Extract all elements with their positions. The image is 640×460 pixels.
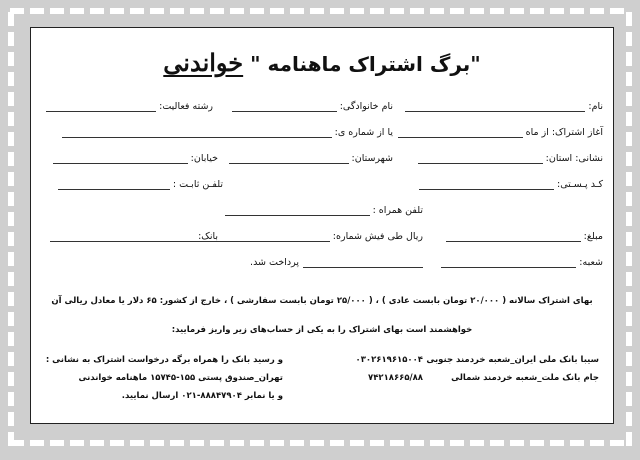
- address-row: [41, 153, 603, 169]
- job-line[interactable]: [46, 101, 156, 112]
- last-name-field[interactable]: [232, 101, 393, 112]
- street-label: خیابان:: [190, 153, 218, 164]
- account-1-number: ۰۳۰۲۶۱۹۶۱۵۰۰۴: [355, 355, 423, 365]
- street-line[interactable]: [53, 153, 188, 164]
- branch-row: [41, 257, 603, 273]
- bank-field[interactable]: [50, 231, 218, 242]
- start-month-line[interactable]: [398, 127, 523, 138]
- price-info: بهای اشتراک سالانه ( ۲۰/۰۰۰ تومان بابست عادی ) ، ( ۲۵/۰۰۰ تومان بابست سفارشی ) ، خارج از کشور: ۶۵ دلار یا معادل ریالی آن: [51, 296, 593, 306]
- job-field[interactable]: [46, 101, 213, 112]
- first-name-label: نام:: [588, 101, 603, 112]
- bottom-dashed-border: [10, 440, 630, 446]
- amount-line[interactable]: [446, 231, 581, 242]
- form-title: [31, 48, 613, 77]
- start-month-label: آغاز اشتراک: از ماه: [525, 127, 603, 138]
- account-2-name: جام بانک ملت_شعبه خردمند شمالی: [451, 373, 599, 383]
- account-2-number: ۷۴۲۱۸۶۶۵/۸۸: [368, 373, 423, 383]
- mobile-field[interactable]: [225, 205, 423, 216]
- send-instruction: و رسید بانک را همراه برگه درخواست اشتراک به نشانی :: [45, 355, 283, 365]
- fax-number: و یا نمابر ۸۸۸۴۷۹۰۴-۰۲۱ ارسال نمایید.: [121, 391, 283, 401]
- postal-row: [41, 179, 603, 195]
- postal-address: تهران_صندوق پستی ۱۵۵-۱۵۷۴۵ ماهنامه خواندنی: [78, 373, 283, 383]
- postal-code-label: کـد پـسـتی:: [557, 179, 603, 190]
- first-name-line[interactable]: [405, 101, 585, 112]
- subscription-form: [30, 27, 614, 424]
- postal-code-field[interactable]: [419, 179, 603, 190]
- last-name-line[interactable]: [232, 101, 337, 112]
- bank-label: بانک:: [198, 231, 218, 242]
- issue-line[interactable]: [62, 127, 332, 138]
- receipt-label: ریال طی فیش شماره:: [332, 231, 423, 242]
- city-label: شهرستان:: [351, 153, 393, 164]
- city-field[interactable]: [229, 153, 393, 164]
- right-dashed-border: [626, 10, 632, 446]
- issue-field[interactable]: [62, 127, 393, 138]
- mobile-row: [41, 205, 603, 221]
- title-prefix: "برگ اشتراک ماهنامه ": [250, 52, 481, 76]
- name-row: [41, 101, 603, 117]
- city-line[interactable]: [229, 153, 349, 164]
- start-month-field[interactable]: [398, 127, 603, 138]
- mobile-label: تلفن همراه :: [372, 205, 423, 216]
- amount-label: مبلغ:: [583, 231, 603, 242]
- deposit-request: خواهشمند است بهای اشتراک را به یکی از حساب‌های زیر واریز فرمایید:: [171, 325, 473, 335]
- bank-line[interactable]: [50, 231, 195, 242]
- payment-row: [41, 231, 603, 247]
- landline-line[interactable]: [58, 179, 170, 190]
- job-label: رشته فعالیت:: [159, 101, 213, 112]
- paid-line[interactable]: [303, 257, 423, 268]
- left-dashed-border: [8, 10, 14, 446]
- mobile-line[interactable]: [225, 205, 370, 216]
- brand-logo: خواندنی: [163, 48, 244, 77]
- account-1-name: سیبا بانک ملی ایران_شعبه خردمند جنوبی: [426, 355, 599, 365]
- receipt-field[interactable]: [190, 231, 423, 242]
- province-label: نشانی: استان:: [545, 153, 603, 164]
- start-row: [41, 127, 603, 143]
- paid-field: [247, 257, 423, 268]
- branch-label: شعبه:: [579, 257, 603, 268]
- branch-line[interactable]: [441, 257, 576, 268]
- paid-label: پرداخت شد.: [250, 257, 299, 268]
- landline-field[interactable]: [58, 179, 223, 190]
- first-name-field[interactable]: [405, 101, 603, 112]
- street-field[interactable]: [53, 153, 218, 164]
- top-dashed-border: [10, 8, 630, 14]
- province-field[interactable]: [418, 153, 603, 164]
- last-name-label: نام خانوادگی:: [339, 101, 393, 112]
- amount-field[interactable]: [446, 231, 603, 242]
- landline-label: تلفـن ثابـت :: [172, 179, 223, 190]
- postal-code-line[interactable]: [419, 179, 554, 190]
- province-line[interactable]: [418, 153, 543, 164]
- branch-field[interactable]: [441, 257, 603, 268]
- issue-label: یا از شماره ی:: [334, 127, 393, 138]
